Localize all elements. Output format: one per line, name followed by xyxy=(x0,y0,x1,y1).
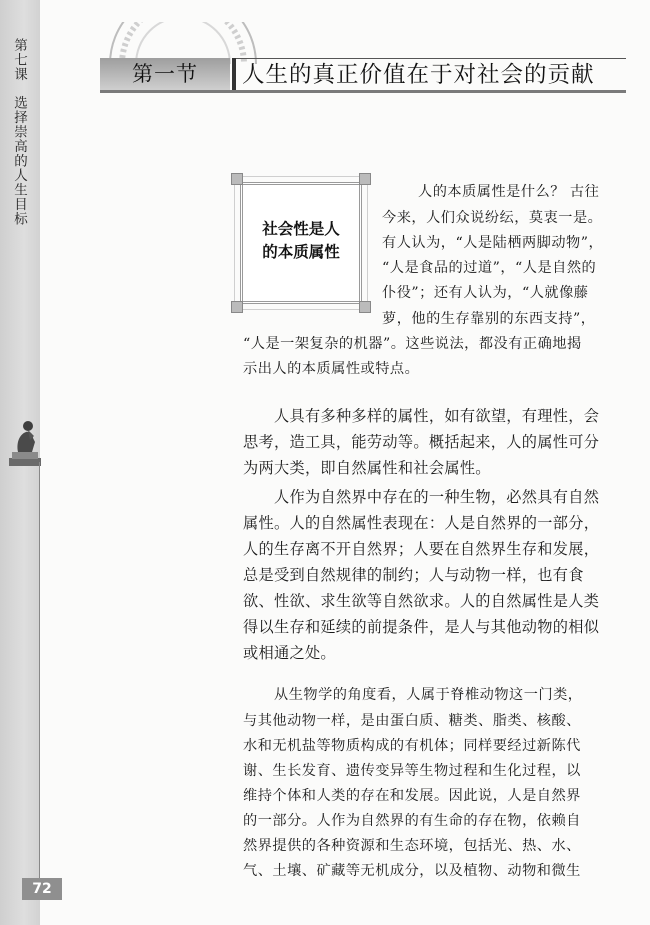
thinker-statue-icon xyxy=(6,412,46,468)
text-line: “人是一架复杂的机器”。这些说法，都没有正确地揭 xyxy=(243,336,582,352)
section-label: 第一节 xyxy=(100,58,230,90)
lesson-title: 选择崇高的人生目标 xyxy=(11,95,27,226)
text-line: 人作为自然界中存在的一种生物，必然具有自然 xyxy=(274,488,600,506)
corner-ornament xyxy=(359,301,371,313)
key-point-text xyxy=(255,218,347,264)
text-line: 仆役”；还有人认为，“人就像藤 xyxy=(382,285,589,301)
key-point-line: 的本质属性 xyxy=(262,243,340,261)
text-line: 人的本质属性是什么？ 古往 xyxy=(418,184,600,200)
text-line: 或相通之处。 xyxy=(243,644,336,662)
text-line: 思考，造工具，能劳动等。概括起来，人的属性可分 xyxy=(243,433,600,451)
text-line: 从生物学的角度看，人属于脊椎动物这一门类， xyxy=(274,687,583,703)
lesson-number: 第七课 xyxy=(11,38,27,82)
text-line: “人是食品的过道”，“人是自然的 xyxy=(382,260,597,276)
text-line: 维持个体和人类的存在和发展。因此说，人是自然界 xyxy=(243,788,581,804)
key-point-box xyxy=(240,182,362,304)
sidebar-rule xyxy=(39,462,40,887)
key-point-line: 社会性是人 xyxy=(262,220,340,238)
text-line: 气、土壤、矿藏等无机成分，以及植物、动物和微生 xyxy=(243,863,581,879)
corner-ornament xyxy=(359,173,371,185)
text-line: 水和无机盐等物质构成的有机体；同样要经过新陈代 xyxy=(243,738,581,754)
text-line: 总是受到自然规律的制约；人与动物一样，也有食 xyxy=(243,566,584,584)
text-line: 的一部分。人作为自然界的有生命的存在物，依赖自 xyxy=(243,813,581,829)
chapter-label xyxy=(11,38,29,226)
text-line: 欲、性欲、求生欲等自然欲求。人的自然属性是人类 xyxy=(243,592,600,610)
text-line: 有人认为，“人是陆栖两脚动物”， xyxy=(382,235,604,251)
text-line: 得以生存和延续的前提条件，是人与其他动物的相似 xyxy=(243,618,600,636)
section-title: 人生的真正价值在于对社会的贡献 xyxy=(236,58,626,88)
text-line: 谢、生长发育、遗传变异等生物过程和生化过程，以 xyxy=(243,763,581,779)
page-number: 72 xyxy=(22,878,62,900)
corner-ornament xyxy=(231,173,243,185)
text-line: 今来，人们众说纷纭，莫衷一是。 xyxy=(382,210,603,226)
text-line: 示出人的本质属性或特点。 xyxy=(243,361,420,377)
text-line: 人的生存离不开自然界；人要在自然界生存和发展， xyxy=(243,540,600,558)
text-line: 属性。人的自然属性表现在：人是自然界的一部分， xyxy=(243,514,600,532)
corner-ornament xyxy=(231,301,243,313)
text-line: 与其他动物一样，是由蛋白质、糖类、脂类、核酸、 xyxy=(243,713,581,729)
text-line: 然界提供的各种资源和生态环境，包括光、热、水、 xyxy=(243,838,581,854)
text-line: 为两大类，即自然属性和社会属性。 xyxy=(243,459,491,477)
header-rule xyxy=(100,90,626,93)
text-line: 萝，他的生存靠别的东西支持”， xyxy=(382,311,596,327)
text-line: 人具有多种多样的属性，如有欲望，有理性，会 xyxy=(274,407,600,425)
